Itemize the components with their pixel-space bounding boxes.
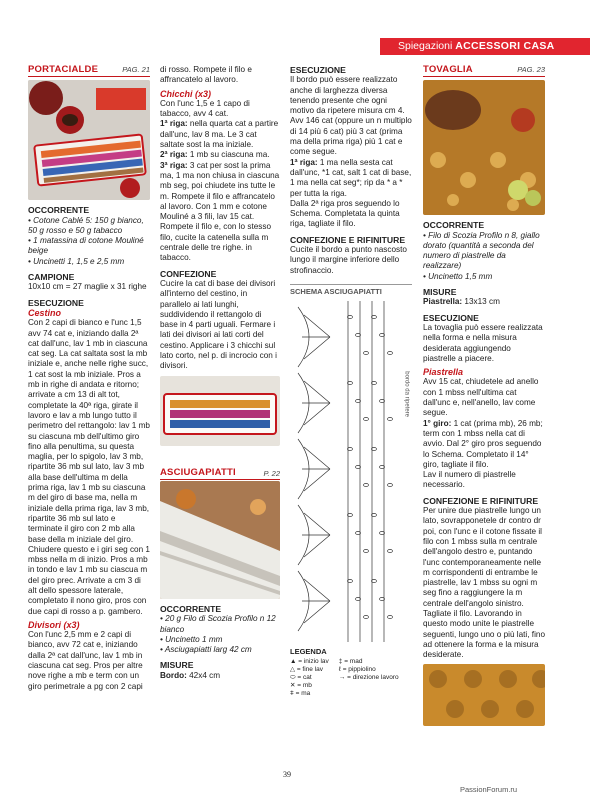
column-asciugapiatti-instructions <box>290 65 412 698</box>
piastrella-heading: Piastrella <box>423 367 464 378</box>
legenda-label: = direzione lavoro <box>347 673 399 681</box>
chart-chain-stitch <box>388 352 393 355</box>
tovaglia-confezione-heading: CONFEZIONE E RIFINITURE <box>423 495 539 506</box>
schema-diagram <box>290 297 412 647</box>
legenda-item: ⬭ = cat <box>290 673 312 681</box>
legenda-item: ǂ = ma <box>290 689 311 697</box>
legenda-heading: LEGENDA <box>290 647 327 657</box>
legenda-label: = fine lav <box>296 665 324 673</box>
header-section: ACCESSORI CASA <box>455 40 555 52</box>
portacialde-illustration <box>28 80 150 200</box>
tovaglia-detail-photo <box>423 664 545 726</box>
chicchi-row-2-label: 2ª riga: <box>160 150 188 160</box>
chart-chain-stitch <box>364 616 369 619</box>
legenda-item: ▲ = inizio lav <box>290 657 329 665</box>
asciug-row-1 <box>290 158 412 199</box>
chicchi-row-1 <box>160 119 280 150</box>
portacialde-occorrente-heading: OCCORRENTE <box>28 205 90 216</box>
chicchi-row-2 <box>160 150 280 160</box>
legenda-label: = mad <box>344 657 363 665</box>
asciugapiatti-misure-heading: MISURE <box>160 660 194 671</box>
tovaglia-esecuzione-text: La tovaglia può essere realizzata nella forma e nella misura desiderata aggiungendo piastrelle a piacere. <box>423 322 543 363</box>
tovaglia-occorrente-heading: OCCORRENTE <box>423 220 485 231</box>
bordo-label: Bordo: <box>160 670 187 680</box>
asciugapiatti-title: ASCIUGAPIATTI <box>160 466 236 478</box>
asciug-row-2: Dalla 2ª riga pros seguendo lo Schema. Completata la quinta riga, tagliate il filo. <box>290 198 400 229</box>
chart-chain-stitch <box>388 484 393 487</box>
tovaglia-misure-heading: MISURE <box>423 287 457 298</box>
legenda-item: ✕ = mb <box>290 681 312 689</box>
chicchi-row-1-text: nella quarta cat a partire dall'unc, lav 8 ma. Le 3 cat saltate sost la ma iniziale. <box>160 119 279 150</box>
legenda-label: = mb <box>297 681 312 689</box>
chart-chain-stitch <box>364 418 369 421</box>
asciugapiatti-bordo <box>160 671 280 681</box>
tovaglia-piastrella-size <box>423 297 545 307</box>
chicchi-row-2-text: 1 mb su ciascuna ma. <box>187 150 270 160</box>
asciug-confezione-heading: CONFEZIONE E RIFINITURE <box>290 234 406 245</box>
tovaglia-page-ref: PAG. 23 <box>517 65 545 74</box>
chart-chain-stitch <box>388 616 393 619</box>
column-middle <box>160 65 280 681</box>
confezione-text: Cucire la cat di base dei divisori all'interno del cestino, in parallelo ai lati lunghi, suddividendo il rettangolo di base in 4 parti uguali. Fermare i lati dei divisori ai lati corti del cestino. Applicare i 3 chicchi sul lato corto, nel p. di incrocio con i divisori. <box>160 278 277 371</box>
asciug-row-1-label: 1ª riga: <box>290 157 318 167</box>
chicchi-row-1-label: 1ª riga: <box>160 119 188 129</box>
chicchi-row-3-label: 3ª riga: <box>160 160 188 170</box>
legenda-label: = ma <box>295 689 311 697</box>
bordo-value: 42x4 cm <box>186 670 221 680</box>
chart-chain-stitch <box>364 550 369 553</box>
chart-chain-stitch <box>388 550 393 553</box>
portacialde-title: PORTACIALDE <box>28 64 99 75</box>
column-tovaglia <box>423 65 545 726</box>
legenda <box>290 658 412 698</box>
piastrella-text-2: Lav il numero di piastrelle necessario. <box>423 470 516 490</box>
asciugapiatti-page-ref: P. 22 <box>263 468 280 478</box>
asciugapiatti-occ-2: • Uncinetto 1 mm <box>160 634 223 644</box>
giro-1-label: 1° giro: <box>423 418 452 428</box>
portacialde-occ-1: • Cotone Cablé 5: 150 g bianco, 50 g rosso e 50 g tabacco <box>28 215 144 235</box>
tovaglia-occ-1: • Filo di Scozia Profilo n 8, giallo dorato (quantità a seconda del numero di piastrelle da realizzare) <box>423 230 540 271</box>
portacialde-campione: 10x10 cm = 27 maglie x 31 righe <box>28 282 147 292</box>
tovaglia-confezione-text: Per unire due piastrelle lungo un lato, sovrapponetele dr contro dr poi, con l'unc e il cotone fissate il filo con 1 mbss sulla m centrale dell'angolo destro e, puntando l'unc contemporaneamente nelle m corrispondenti di entrambe le piastrelle, lav 1 mbss su ogni m seg fino a raggiungere la m centrale dell'angolo sinistro. Tagliate il filo. Lavorando in questo modo unite le piastrelle seguenti, lungo uno o più lati, fino ad ottenere la forma e la misura desiderate. <box>423 506 545 660</box>
schema-heading: SCHEMA ASCIUGAPIATTI <box>290 284 412 297</box>
legenda-label: = inizio lav <box>298 657 329 665</box>
divisori-continued: di rosso. Rompete il filo e affrancatelo al lavoro. <box>160 65 252 85</box>
chart-chain-stitch <box>388 418 393 421</box>
piastrella-text-1: Avv 15 cat, chiudetele ad anello con 1 mbss nell'ultima cat dall'unc e, nell'anello, lav come segue. <box>423 377 539 418</box>
chart-chain-stitch <box>364 352 369 355</box>
asciugapiatti-photo <box>160 481 280 599</box>
legenda-item: ℓ = pippiolino <box>338 665 376 673</box>
tovaglia-occ-2: • Uncinetto 1,5 mm <box>423 271 493 281</box>
chicchi-heading: Chicchi (x3) <box>160 88 212 99</box>
asciugapiatti-occ-1: • 20 g Filo di Scozia Profilo n 12 bianco <box>160 614 276 634</box>
piastrella-giro-1 <box>423 419 545 470</box>
legenda-item: △ = fine lav <box>290 665 324 673</box>
portacialde-occ-2: • 1 matassina di cotone Mouliné beige <box>28 236 144 256</box>
chicchi-intro: Con l'unc 1,5 e 1 capo di tabacco, avv 4 cat. <box>160 98 250 119</box>
asciugapiatti-occorrente-heading: OCCORRENTE <box>160 603 222 614</box>
legenda-item: → = direzione lavoro <box>338 673 399 681</box>
asciug-esecuzione-text: Il bordo può essere realizzato anche di larghezza diversa tenendo presente che ogni motivo da ripetere misura cm 4. Avv 146 cat (oppure un n multiplo di 14 più 6 cat) più 3 cat (prima ma della prima riga) più 1 cat e come segue. <box>290 75 412 157</box>
legenda-label: = pippiolino <box>342 665 376 673</box>
portacialde-esecuzione-heading: ESECUZIONE <box>28 297 84 308</box>
confezione-heading: CONFEZIONE <box>160 268 217 279</box>
schema-side-label: bordo da ripetere <box>404 371 410 418</box>
tovaglia-photo <box>423 80 545 215</box>
cestino-text: Con 2 capi di bianco e l'unc 1,5 avv 74 cat e, iniziando dalla 2ª cat dall'unc, lav 1 mb in ciascuna cat seg. La cat saltata sost la mb iniziale e, anche nelle righe succ, 1 cat sost la mb iniziale. Pros a mb in righe di andata e ritorno; arrivate a cm 13 di alt tot, completate la 40ª riga, girate il lavoro e lav a mb lungo tutto il perimetro del rettangolo: lav 1 mb su ciascuna mb dell'ultimo giro fino alla penultima, su questa maglia, per lo spigolo, lav 3 mb, ripartite 36 mb sul lato, lav 3 mb alla base dell'ultima m della prima riga, lav 1 mb su ciascuna m del giro di base ma, nella m iniziale della prima riga, lav 3 mb, ripartite 36 mb sul lato e terminate il giro con 2 mb alla base della m iniziale del giro. Chiudere questo e i giri seg con 1 mbss nella m di inizio. Pros a mb in tondo e lav 1 mb su ciascua m del giro prec. Arrivate a cm 3 di alt dello spessore laterale, completato il nono giro, pros con due capi di rosso a p. gambero. <box>28 318 150 616</box>
piastrella-label: Piastrella: <box>423 297 463 307</box>
portacialde-photo <box>28 80 150 200</box>
section-header-band <box>380 38 590 55</box>
tovaglia-rule <box>423 76 545 77</box>
tovaglia-esecuzione-heading: ESECUZIONE <box>423 312 479 323</box>
chicchi-row-3 <box>160 161 280 264</box>
asciug-row-1-text: 1 ma nella sesta cat dall'unc, *1 cat, salt 1 cat di base, 1 ma nella cat seg*; rip da * a * per tutta la riga. <box>290 157 412 198</box>
header-prefix: Spiegazioni <box>398 40 453 52</box>
chart-chain-stitch <box>364 484 369 487</box>
site-watermark: PassionForum.ru <box>460 785 518 794</box>
piastrella-value: 13x13 cm <box>462 297 500 307</box>
cestino-photo <box>160 376 280 446</box>
portacialde-occ-3: • Uncinetti 1, 1,5 e 2,5 mm <box>28 256 125 266</box>
asciug-esecuzione-heading: ESECUZIONE <box>290 65 346 75</box>
column-portacialde <box>28 65 150 692</box>
portacialde-rule <box>28 76 150 77</box>
cestino-illustration <box>160 376 280 446</box>
legenda-label: = cat <box>297 673 312 681</box>
page-number: 39 <box>283 770 291 779</box>
asciug-confezione-text: Cucite il bordo a punto nascosto lungo il margine inferiore dello strofinaccio. <box>290 245 407 275</box>
tovaglia-title: TOVAGLIA <box>423 64 473 75</box>
portacialde-page-ref: PAG. 21 <box>122 65 150 74</box>
divisori-text: Con l'unc 2,5 mm e 2 capi di bianco, avv 72 cat e, iniziando dalla 2ª cat dall'unc, lav 1 mb in ciascuna cat seg. Pros per altre nove righe a mb e term con un giro perimetrale a pg con 2 capi <box>28 630 143 691</box>
legenda-item: ‡ = mad <box>338 657 363 665</box>
divisori-heading: Divisori (x3) <box>28 619 80 630</box>
crochet-chart <box>290 297 400 647</box>
tovaglia-illustration <box>423 80 545 215</box>
chicchi-row-3-text: 3 cat per sost la prima ma, 1 ma non chiusa in ciascuna mb seg, poi chiudete ins tutte le m. Rompete il filo e affrancatelo al lavoro. Con 1 mm e cotone Mouliné a 3 fili, lav 15 cat. Rompete il filo e, con lo stesso filo, cucite la catenella sulla m centrale delle tre righe. in tabacco. <box>160 160 280 263</box>
tovaglia-detail-illustration <box>423 664 545 726</box>
cestino-heading: Cestino <box>28 307 62 318</box>
asciugapiatti-illustration <box>160 481 280 599</box>
asciugapiatti-occ-3: • Asciugapiatti larg 42 cm <box>160 645 252 655</box>
portacialde-campione-heading: CAMPIONE <box>28 272 75 283</box>
giro-1-text: 1 cat (prima mb), 26 mb; term con 1 mbss nella cat di avvio. Dal 2° giro pros seguendo lo Schema. Completato il 14° giro, tagliate il filo. <box>423 418 543 469</box>
